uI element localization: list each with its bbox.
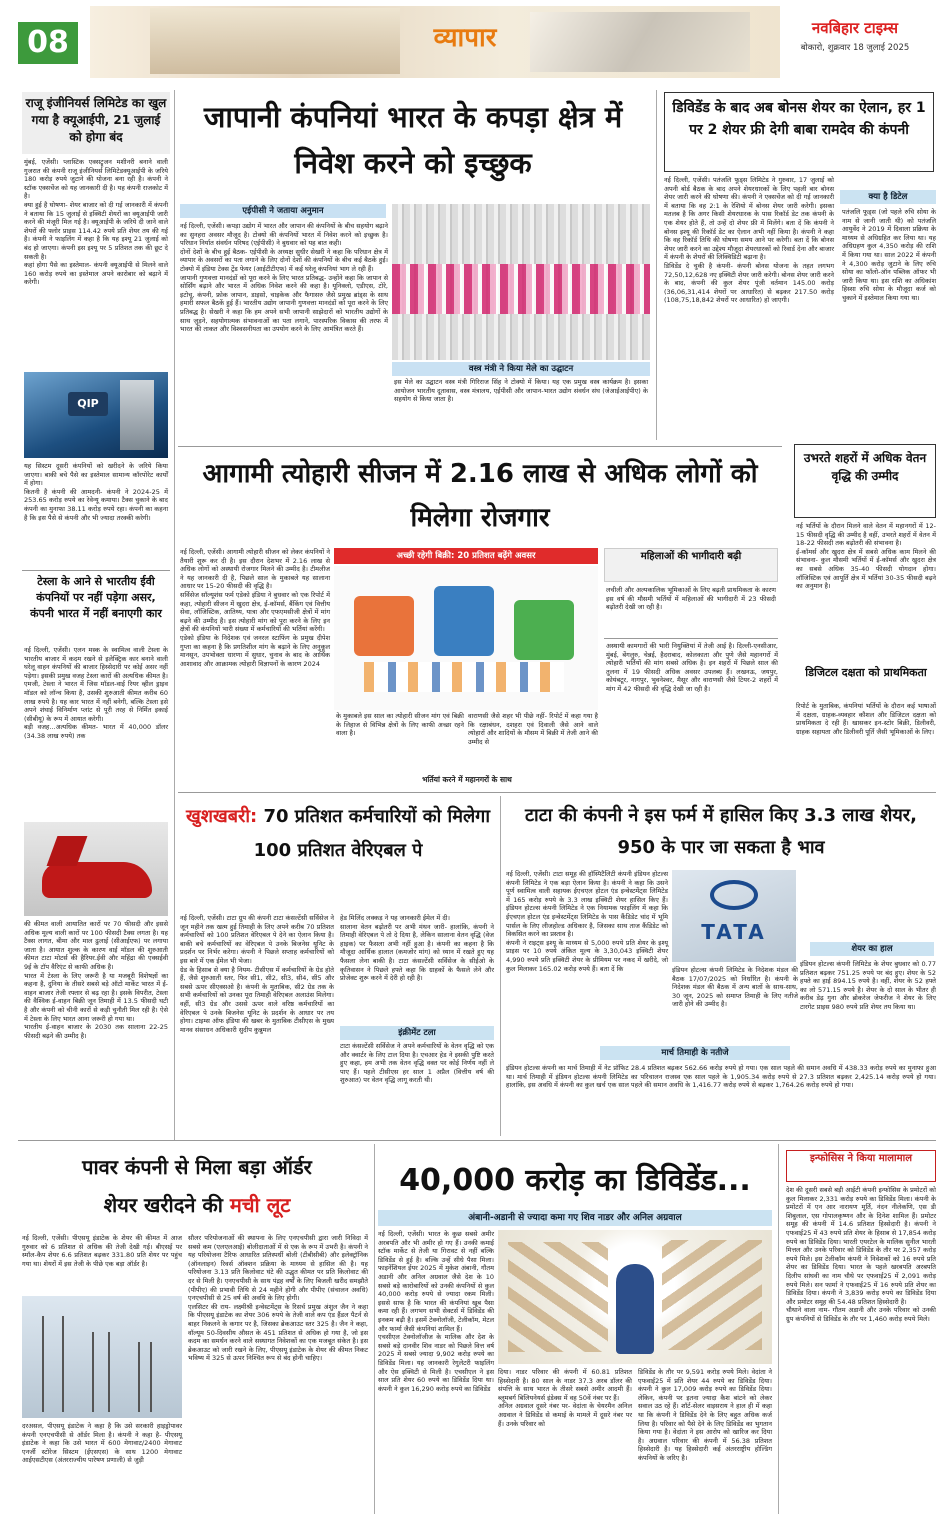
japan-body: नई दिल्ली, एजेंसी। कपड़ा उद्योग में भारत और जापान की कंपनियों के बीच सहयोग बढ़ाने का सुनहरा अवसर मौजूद है। टोक्यो की कंपनियों भारत में निवेश करने को इच्छुक है। परिधान निर्यात संवर्धन परिषद (एईपीसी) ने बुधवार को यह बात कही। दोनों देशों के बीच हुई बैठक- एईपीसी के अध्यक्ष सुधीर सेखरी ने कहा कि परिधान क्षेत्र में व्यापार के अवसरों का पता लगाने के लिए दोनों देशों की कंपनियों के बीच कई बैठकें हुई। टोक्यो में इंडिया टेक्स ट्रेंड फेयर (आईटीटीएफ) में कई घरेलू कंपनियां भाग ले रही हैं। जापानी गुणवत्ता मानदंडों को पूरा करने के लिए भारत प्रतिबद्ध- उन्होंने कहा कि जापान से सोर्सिंग बढ़ाने और भारत में अधिक निवेश करने की कहा है। यूनिक्लो, एडीएस, टोरे, इटोचू, कंपनी, फ्रोक जापान, डाइसो, चाइकेक और फैगासरु जैसे प्रमुख ब्रांड्स के साथ हमारी सफल बैठकें हुई हैं। भारतीय उद्योग जापानी गुणवत्ता मानदंडों को पूरा करने के लिए प्रतिबद्ध है। सेखरी ने कहा कि हम अपने सभी जापानी साझेदारों को भारतीय उद्योगों के साथ जुड़ने, सहयोगात्मक संभावनाओं का पता लगाने, पारस्परिक विकास की तरफ में भारत की ताकत और विश्वसनीयता का उपयोग करने के लिए आमंत्रित करते हैं। — [180, 222, 388, 334]
variable-headline-highlight: खुशखबरी: — [186, 806, 258, 827]
jobs-body-2: अस्थायी कामगारों की भारी नियुक्तियां में तेजी आई है। दिल्ली-एनसीआर, मुंबई, बेंगलुरु, चेन्नई, हैदराबाद, कोलकाता और पुणे जैसे महानगरों में त्योहारी भर्तियों की मांग सबसे अधिक है। इन शहरों में पिछले साल की तुलना में 19 फीसदी अधिक अवसर उपलब्ध हैं। लखनऊ, जयपुर, कोयंबटूर, नागपुर, भुवनेश्वर, मैसूर और वाराणसी जैसे टियर-2 शहरों में मांग में 42 फीसदी की वृद्धि देखी जा रही है। — [606, 642, 781, 693]
bonus-headline: डिविडेंड के बाद अब बोनस शेयर का ऐलान, हर 1 पर 2 शेयर फ्री देगी बाबा रामदेव की कंपनी — [664, 92, 934, 172]
notes-left — [508, 1242, 608, 1352]
money-rain-photo — [498, 1230, 772, 1364]
tower-1 — [42, 1316, 64, 1412]
variable-headline — [180, 800, 496, 910]
shop-stall-1 — [354, 596, 414, 656]
dividend-sub: अंबानी-अडानी से ज्यादा कमा गए शिव नाडर और अनिल अग्रवाल — [378, 1210, 772, 1226]
dividend-body-3: डिविडेंड के तौर पर 9,591 करोड़ रुपये मिले। वेदांता ने एफवाई25 में प्रति शेयर 44 रुपये का डिविडेंड दिया। कंपनी ने कुल 17,009 करोड़ रुपये का डिविडेंड दिया। लेकिन, कंपनी पर इतना ज्यादा कैश बांटने को लेकर सवाल उठ रहे हैं। शॉर्ट-सेलर वाइसराय ने हाल ही में कहा था कि कंपनी ने डिविडेंड देने के लिए बहुत अधिक कर्ज लिया है। परिवार को पैसे देने के लिए डिविडेंड का भुगतान किया गया है। वेदांता ने इस आरोप को खारिज कर दिया है। अग्रवाल परिवार की कंपनी में 56.38 प्रतिशत हिस्सेदारी है। यह हिस्सेदारी कई अंतरराष्ट्रीय होल्डिंग कंपनियों के जरिए है। — [638, 1368, 775, 1462]
column-rule — [374, 1144, 375, 1514]
salary-body: नई भर्तियों के दौरान मिलने वाले वेतन में महानगरों में 12-15 फीसदी वृद्धि की उम्मीद है वहीं, उभरते शहरों में वेतन में 18-22 फीसदी तक बढ़ोतरी की संभावना है। ई-कॉमर्स और खुदरा क्षेत्र में सबसे अधिक काम मिलने की संभावना- कुल मौसमी भर्तियों में ई-कॉमर्स और खुदरा क्षेत्र का सबसे अधिक 35-40 फीसदी योगदान होगा। लॉजिस्टिक एवं आपूर्ति क्षेत्र में भर्तियां 30-35 फीसदी बढ़ने का अनुमान है। — [796, 522, 936, 591]
bonus-side-tag: क्या है डिटेल — [840, 190, 936, 204]
shoppers — [364, 662, 564, 692]
power-headline-a: पावर कंपनी से मिला बड़ा ऑर्डर — [82, 1155, 312, 1179]
variable-body-2: हेड मिलिंद लक्कड़ ने यह जानकारी ईमेल में दी। सालाना वेतन बढ़ोतरी पर अभी मंथन जारी- हालांकि, कंपनी ने तिमाही वेरिएबल पे तो दे दिया है, लेकिन सालाना वेतन वृद्धि (वेज हाइक) पर फैसला अभी नहीं हुआ है। कंपनी का कहना है कि मौजूदा आर्थिक हालात (कमजोर मांग) को ध्यान में रखते हुए यह फैसला लेना बाकी है। टाटा कंसल्टेंसी सर्विसेज के सीईओ के कृतिवासन ने पिछले हफ्ते कहा कि ग्राहकों के फैसले लेने और प्रोजेक्ट शुरू करने में देरी हो रही है। — [340, 914, 494, 983]
divider — [178, 792, 936, 793]
raju-body: मुंबई, एजेंसी। प्लास्टिक एक्सट्रूजन मशीनरी बनाने वाली गुजरात की कंपनी राजू इंजीनियर्स लिमिटेडक्यूआईपी के जरिये 180 करोड़ रुपये जुटाने की योजना बना रही है। कंपनी ने स्टॉक एक्सचेंज को यह जानकारी दी है। यह कंपनी राजकोट में है। क्या हुई है घोषणा- शेयर बाजार को दी गई जानकारी में कंपनी ने बताया कि 15 जुलाई से इक्विटी शेयरों का क्यूआईपी जारी करने की मंजूरी मिल गई है। क्यूआईपी के जरिये दी जाने वाले शेयरों की फ्लोर प्राइस 114.42 रुपये प्रति शेयर तय की गई है। कंपनी ने फाइलिंग में कहा है कि यह इश्यू 21 जुलाई को बंद हो जाएगा। कंपनी इस इश्यू पर 5 प्रतिशत तक की छूट दे सकती है। कहां होगा पैसे का इस्तेमाल- कंपनी क्यूआईपी से मिलने वाले 160 करोड़ रुपये का इस्तेमाल अपने कारोबार को बढ़ाने में करेगी। — [24, 158, 168, 287]
jobs-headline: आगामी त्योहारी सीजन में 2.16 लाख से अधिक लोगों को मिलेगा रोजगार — [202, 459, 758, 533]
section-title: व्यापार — [433, 23, 497, 53]
jobs-body: नई दिल्ली, एजेंसी। आगामी त्योहारी सीजन को लेकर कंपनियों ने तैयारी शुरू कर दी है। इस दौरान देशभर में 2.16 लाख से अधिक लोगों को अस्थायी रोजगार मिलने की उम्मीद है। टीमलीज ने यह जानकारी दी है, पिछले साल के मुकाबले यह सालाना आधार पर 15-20 फीसदी की वृद्धि है। सर्विसेज सॉल्यूशंस फर्म एडेको इंडिया ने बुधवार को एक रिपोर्ट में कहा, त्योहारी सीजन में खुदरा क्षेत्र, ई-कॉमर्स, बैंकिंग एवं वित्तीय सेवा, लॉजिस्टिक, आतिथ्य, यात्रा और एफएमसीजी क्षेत्रों में मांग बढ़ने की उम्मीद है। इस त्योहारी मांग को पूरा करने के लिए इन क्षेत्रों की कंपनियों भारी संख्या में कर्मचारियों की भर्तियां करेंगी। एडेको इंडिया के निदेशक एवं जनरल स्टाफिंग के प्रमुख दीपेश गुप्ता का कहना है कि प्रगतिशील मांग के बढ़ाने के लिए अनुकूल मानसून, उपभोक्ता धारणा में सुधार, चुनाव के बाद के आर्थिक आशावाद और आक्रामक त्योहारी विज्ञापनों के कारण 2024 — [180, 548, 330, 668]
power-tower-photo — [22, 1296, 182, 1418]
quarter-tag: मार्च तिमाही के नतीजे — [600, 1046, 790, 1060]
power-headline — [22, 1148, 372, 1228]
ramp-illustration — [530, 12, 750, 72]
power-headline-b-wrap — [22, 1186, 372, 1224]
tata-logo-photo — [672, 870, 796, 962]
power-body: नई दिल्ली, एजेंसी। पीएसयू इंडाटेक के शेयर की कीमत में आज गुरुवार को 6 प्रतिशत से अधिक की तेजी देखी गई। बीएसई पर स्मॉल-कैप शेयर 6.6 प्रतिशत बढ़कर 331.80 प्रति शेयर पर पहुंच गया था। शेयरों में इस तेजी के पीछे एक बड़ा ऑर्डर है। — [22, 1234, 185, 1268]
divider — [178, 446, 782, 447]
tesla-car-photo — [24, 822, 168, 916]
tesla-body: नई दिल्ली, एजेंसी। एलन मस्क के स्वामित्व वाली टेस्ला के भारतीय बाजार में कदम रखने से इलेक्ट्रिक कार बनाने वाली घरेलू वाहन कंपनियों की बाजार हिस्सेदारी पर कोई असर नहीं पड़ेगा। इसकी प्रमुख वजह टेस्ला कारों की अत्यधिक कीमत है। एमजी, टेस्ला ने भारत में जिस मॉडल-वाई रियर व्हील ड्राइव मॉडल को लॉन्च किया है, उसकी शुरुआती कीमत करीब 60 लाख रुपये है। यह कार भारत में नहीं बनेगी, बल्कि टेस्ला इसे अपने शंघाई विनिर्माण प्लांट से पूरी तरह से निर्मित इकाई (सीबीयू) के रूप में आयात करेगी। बड़ी वजह...अत्यधिक कीमत- भारत में 40,000 डॉलर (34.38 लाख रुपये) तक — [24, 646, 168, 740]
quarter-body: इंडियन होटल्स कंपनी का मार्च तिमाही में नेट प्रॉफिट 28.4 प्रतिशत बढ़कर 562.66 करोड़ रुपये हो गया। एक साल पहले की समान अवधि में 438.33 करोड़ रुपये का मुनाफा हुआ था। मार्च तिमाही में इंडियन होटल्स कंपनी लिमिटेड का परिचालन राजस्व एक साल पहले के 1,905.34 करोड़ रुपये से 27.3 प्रतिशत बढ़कर 2,425.14 करोड़ रुपये हो गया। हालांकि, इस अवधि में कंपनी का कुल खर्च एक साल पहले की समान अवधि के 1,416.77 करोड़ रुपये से बढ़कर 1,764.26 करोड़ रुपये हो गया। — [506, 1064, 939, 1090]
divider — [22, 570, 170, 571]
japan-headline: जापानी कंपनियां भारत के कपड़ा क्षेत्र में निवेश करने को इच्छुक — [203, 100, 623, 180]
tata-body-2: इंडियन होटल्स कंपनी लिमिटेड के निदेशक मंडल की बैठक 17/07/2025 को निर्धारित है। कंपनी के निदेशक मंडल की बैठक में अन्य बातों के साथ-साथ, 30 जून, 2025 को समाप्त तिमाही के लिए नतीजे जारी होने की उम्मीद है। — [672, 966, 801, 1009]
tower-3 — [138, 1342, 152, 1412]
japan-caption-body: इस मेले का उद्घाटन वस्त्र मंत्री गिरिराज सिंह ने टोक्यो में किया। यह एक प्रमुख वस्त्र कार्यक्रम है। इसका आयोजन भारतीय दूतावास, वस्त्र मंत्रालय, एईपीसी और जापान-भारत उद्योग संवर्धन संघ (जेआईआईपीए) के सहयोग से किया जाता है। — [394, 378, 651, 404]
variable-headline-text: 70 प्रतिशत कर्मचारियों को मिलेगा 100 प्रतिशत वेरिएबल पे — [253, 806, 490, 861]
power-headline-b: शेयर खरीदने की — [103, 1193, 230, 1217]
tata-logo-mark — [710, 880, 758, 910]
dividend-body: नई दिल्ली, एजेंसी। भारत के कुछ सबसे अमीर अरबपति और भी अमीर हो गए हैं। उनकी कमाई स्टॉक मार्केट से तेजी या गिरावट से नहीं बल्कि डिविडेंड से हुई है। बल्कि उन्हें सीधे पैसा मिला। फाइनेंशियल ईयर 2025 में मुकेश अंबानी, गौतम अडानी और अनिल अग्रवाल जैसे देश के 10 सबसे बड़े कारोबारियों को उनकी कंपनियों से कुल 40,000 करोड़ रुपये से ज्यादा रकम मिली। इससे साफ है कि भारत की कंपनियां खूब पैसा कमा रही हैं। लगभग सभी सेक्टर्स में डिविडेंड की इनकम बढ़ी है। इसमें टेक्नोलॉजी, टेलीकॉम, मेटल और फार्मा जैसी कंपनियां शामिल हैं। एचसीएल टेक्नोलॉजीज के मालिक और देश के सबसे बड़े दानवीर शिव नाडर को पिछले वित्त वर्ष 2025 में सबसे ज्यादा 9,902 करोड़ रुपये का डिविडेंड मिला। यह जानकारी रेगुलेटरी फाइलिंग और ऐस इक्विटी से मिली है। एचसीएल ने इस साल प्रति शेयर 60 रुपये का डिविडेंड दिया था। कंपनी ने कुल 16,290 करोड़ रुपये का डिविडेंड — [378, 1230, 494, 1393]
shop-stall-2 — [434, 586, 494, 656]
japan-caption: वस्त्र मंत्री ने किया मेले का उद्घाटन — [392, 362, 650, 376]
power-body-2: दरअसल, पीएसयू इंडाटेक ने कहा है कि उसे सरकारी हाइड्रोपावर कंपनी एनएचपीसी से ऑर्डर मिला है। कंपनी ने कहा है- पीएसयू इंडाटेक ने कहा कि उसे भारत में 600 मेगावाट/2400 मेगावाट एनर्जी स्टोरेज सिस्टम (ईएसएस) के साथ 1200 मेगावाट आईएसटीएस (अंतरराज्यीय पारेषण प्रणाली) से जुड़ी — [22, 1422, 185, 1465]
qip-tile: QIP — [68, 392, 108, 416]
spindle-row — [392, 264, 650, 314]
jobs-subtag: भर्तियां करने में महानगरों के साथ — [422, 775, 512, 784]
tesla-body-2: की कीमत वाली आयातित कारों पर 70 फीसदी और इससे अधिक मूल्य वाली कारों पर 100 फीसदी टैक्स लगता है। यह टैक्स लागत, बीमा और माल ढुलाई (सीआईएफ) पर लगाया जाता है। आयात शुल्क के कारण वाई मॉडल की शुरुआती कीमत टाटा मोटर्स की हैरियर.ईवी और महिंद्रा की एक्सईवी 9ई के टॉप वैरिएंट से काफी अधिक है। भारत में टेस्ला के लिए जरूरी है या मजबूरी विशेषज्ञों का कहना है, दुनिया के तीसरे सबसे बड़े ऑटो मार्केट भारत में ई-वाहन बाजार तेजी रफ्तार से बढ़ रहा है। इसके विपरीत, टेस्ला की वैश्विक ई-वाहन बिक्री जून तिमाही में 13.5 फीसदी घटी है और कंपनी को चीनी कारों से कड़ी चुनौती मिल रही है। ऐसे में टेस्ला के लिए भारत आना जरूरी हो गया था। भारतीय ई-वाहन बाजार के 2030 तक सालाना 22-25 फीसदी बढ़ने की उम्मीद है। — [24, 920, 168, 1040]
column-rule — [656, 90, 657, 440]
dateline: बोकारो, शुक्रवार 18 जुलाई 2025 — [800, 43, 910, 53]
divider — [18, 1140, 936, 1141]
jobs-image-caption-1: के मुकाबले इस साल का त्योहारी सीजन मांग एवं बिक्री के लिहाज से विभिन्न क्षेत्रों के लिए काफी अच्छा रहने वाला है। — [336, 712, 467, 738]
japan-tag: एईपीसी ने जताया अनुमान — [180, 204, 386, 218]
salary-headline-2: डिजिटल दक्षता को प्राथमिकता — [805, 666, 927, 679]
women-body: लचीली और अल्पकालिक भूमिकाओं के लिए बढ़ती प्राथमिकता के कारण इस वर्ष की मौसमी भर्तियों में महिलाओं की भागीदारी में 23 फीसदी बढ़ोतरी देखी जा रही है। — [606, 586, 779, 612]
man-figure — [616, 1264, 654, 1354]
tata-body-2b — [800, 870, 936, 940]
raju-headline: राजू इंजीनियर्स लिमिटेड का खुल गया है क्यूआईपी, 21 जुलाई को होगा बंद — [22, 92, 170, 154]
increment-tag: इंक्रीमेंट टला — [340, 1026, 494, 1040]
variable-body: नई दिल्ली, एजेंसी। टाटा ग्रुप की कंपनी टाटा कंसल्टेंसी सर्विसेज ने जून महीने तक खत्म हुई तिमाही के लिए अपने करीब 70 प्रतिशत कर्मचारियों को 100 प्रतिशत वेरिएबल पे देने का ऐलान किया है। बाकी बचे कर्मचारियों का वेरिएबल पे उनके बिजनेस यूनिट के प्रदर्शन पर निर्भर करेगा। कंपनी ने पिछले सप्ताह कर्मचारियों को इस बारे में एक ईमेल भी भेजा। ग्रेड के हिसाब से क्या है नियम- टीसीएस में कर्मचारियों के ग्रेड होते हैं, जैसे शुरुआती स्तर, फिर सी1, सी2, सी3, सी4, सी5 और सबसे ऊपर सीएक्सओ है। कंपनी के मुताबिक, सी2 ग्रेड तक के सभी कर्मचारियों को उनका पूरा तिमाही वेरिएबल अलाउंस मिलेगा। वहीं, सी3 ग्रेड और उससे ऊपर वाले वरिष्ठ कर्मचारियों का वेरिएबल पे उनके बिजनेस यूनिट के प्रदर्शन के आधार पर तय होगा। टाइम्स ऑफ इंडिया की खबर के मुताबिक टीसीएस के मुख्य मानव संसाधन अधिकारी सुदीप कुन्नुमल — [180, 914, 334, 1034]
divider — [604, 638, 778, 639]
bonus-side-body: पतंजलि फूड्स (जो पहले रुचि सोया के नाम से जानी जाती थी) को पतंजलि आयुर्वेद ने 2019 में दिवाला प्रक्रिया के माध्यम से अधिग्रहित कर लिया था। यह अधिग्रहण कुल 4,350 करोड़ की राशि में किया गया था। साल 2022 में कंपनी ने 4,300 करोड़ जुटाने के लिए रुचि सोया का फॉलो-ऑन पब्लिक ऑफर भी जारी किया था। इस राशि का अधिकांश हिस्सा रुचि सोया के मौजूदा कर्ज को चुकाने में इस्तेमाल किया गया था। — [842, 208, 939, 302]
temple-illustration — [150, 8, 400, 74]
share-body: इंडियन होटल्स कंपनी लिमिटेड के शेयर बुधवार को 0.77 प्रतिशत बढ़कर 751.25 रुपये पर बंद हुए। शेयर के 52 हफ्ते का हाई 894.15 रुपये है। वहीं, शेयर के 52 हफ्ते का लो 571.15 रुपये है। शेयर के दो साल के भीतर ही करीब डेढ़ गुना और ब्रोकरेज जेफरीज ने शेयर के लिए टारगेट प्राइस 980 रुपये प्रति शेयर तय किया था। — [800, 960, 939, 1011]
bse-building — [120, 380, 154, 450]
tesla-headline: टेस्ला के आने से भारतीय ईवी कंपनियों पर नहीं पड़ेगा असर, कंपनी भारत में नहीं बनाएगी कार — [30, 575, 162, 620]
column-rule — [500, 796, 501, 1136]
column-rule — [174, 90, 175, 1140]
masthead — [0, 0, 945, 88]
women-tag: महिलाओं की भागीदारी बढ़ी — [604, 548, 778, 582]
dividend-body-2: दिया। नाडर परिवार की कंपनी में 60.81 प्रतिशत हिस्सेदारी है। 80 साल के नाडर 37.3 अरब डॉलर की संपत्ति के साथ भारत के तीसरे सबसे अमीर आदमी हैं। ब्लूमबर्ग बिलियनेयर्स इंडेक्स में वह 50वें नंबर पर हैं। अनिल अग्रवाल दूसरे नंबर पर- वेदांता के चेयरमैन अनिल अग्रवाल ने डिविडेंड से कमाई के मामले में दूसरे नंबर पर हैं। उनके परिवार को — [498, 1368, 632, 1428]
shop-stall-3 — [514, 600, 574, 660]
textile-spindles-photo — [392, 204, 650, 360]
increment-body: टाटा कंसल्टेंसी सर्विसेज ने अपने कर्मचारियों के वेतन वृद्धि को एक और क्वार्टर के लिए टाल दिया है। एचआर हेड ने इसकी पुष्टि करते हुए कहा, हम अभी तक वेतन वृद्धि वक्त पर कोई निर्णय नहीं ले पाए हैं। पहले टीसीएस हर साल 1 अप्रैल (वित्तीय वर्ष की शुरुआत) पर वेतन वृद्धि लागू करती थी। — [340, 1042, 497, 1085]
infosys-body: देश की दूसरी सबसे बड़ी आईटी कंपनी इन्फोसिस के प्रमोटरों को कुल मिलाकर 2,331 करोड़ रुपये का डिविडेंड मिला। कंपनी के प्रमोटरों में एन आर नारायण मूर्ति, नंदन नीलेकणि, एस डी शिबुलाल, एस गोपालकृष्णन और के दिनेश शामिल हैं। प्रमोटर समूह की कंपनी में 14.6 प्रतिशत हिस्सेदारी है। कंपनी ने एफवाई25 में 43 रुपये प्रति शेयर के हिसाब से 17,854 करोड़ रुपये का डिविडेंड दिया। भारती एयरटेल के मालिक सुनील भारती मित्तल और उनके परिवार को डिविडेंड के तौर पर 2,357 करोड़ रुपये मिले। इस टेलीकॉम कंपनी ने निवेशकों को 16 रुपये प्रति शेयर का डिविडेंड दिया। भारत के पहले खरबपति अरबपति दिलीप सांघवी का नाम चौथे पर एफवाई25 में 2,091 करोड़ रुपये मिले। सन फार्मा ने एफवाई25 में 16 रुपये प्रति शेयर का डिविडेंड दिया। कंपनी ने 3,839 करोड़ रुपये का डिविडेंड दिया और प्रमोटर समूह की 54.48 प्रतिशत हिस्सेदारी है। चौथाने वाला नाम- गौतम अडानी और उनके परिवार को उनकी ग्रुप कंपनियों से डिविडेंड के तौर पर 1,460 करोड़ रुपये मिले। — [786, 1186, 936, 1323]
paper-name: नवबिहार टाइम्स — [811, 19, 899, 37]
salary-headline: उभरते शहरों में अधिक वेतन वृद्धि की उम्मीद — [794, 444, 936, 518]
jobs-banner: अच्छी रहेगी बिक्री: 20 प्रतिशत बढ़ेंगे अवसर — [334, 548, 598, 564]
tata-body: नई दिल्ली, एजेंसी। टाटा समूह की हॉस्पिटैलिटी कंपनी इंडियन होटल्स कंपनी लिमिटेड ने एक बड़ा ऐलान किया है। कंपनी ने कहा कि उसने पूर्ण स्वामित्व वाली सहायक ईएचएल होटल एंड इन्वेस्टमेंट्स लिमिटेड में 165 करोड़ रुपये के 3.3 लाख इक्विटी शेयर हासिल किए हैं। इंडियन होटल्स कंपनी लिमिटेड ने एक नियामक फाइलिंग में कहा कि ईएचएल होटल एंड इन्वेस्टमेंट्स लिमिटेड के पास कैंडिडेट चांद में भूमि पार्सल के लिए लीजहोल्ड अधिकार है, जिसका साथ ताज कैंडिडेट को विकसित करने का प्रस्ताव है। कंपनी ने राइट्स इश्यू के माध्यम से 5,000 रुपये प्रति शेयर के इश्यू प्राइस पर 10 रुपये अंकित मूल्य के 3,30,043 इक्विटी शेयर 4,990 रुपये प्रति इक्विटी शेयर के प्रीमियम पर नकद में खरीदे, जो कुल मिलाकर 165.02 करोड़ रुपये हैं। बता दें कि — [506, 870, 668, 973]
bonus-body: नई दिल्ली, एजेंसी। पतंजलि फूड्स लिमिटेड ने गुरुवार, 17 जुलाई को अपनी बोर्ड बैठक के बाद अपने शेयरधारकों के लिए पहली बार बोनस शेयर जारी करने की घोषणा की। कंपनी ने एक्सचेंज को दी गई जानकारी में बताया कि वह 2:1 के रेशियो में बोनस शेयर जारी करेगी। इसका मतलब है कि अगर किसी शेयरधारक के पास रिकॉर्ड डेट तक कंपनी के एक शेयर होते हैं, तो उन्हें दो शेयर फ्री में मिलेंगे। बता दें कि कंपनी ने बोनस इश्यू की रिकॉर्ड डेट का ऐलान अभी नहीं किया है। कंपनी ने कहा कि वह रिकॉर्ड तिथि की घोषणा समय आने पर करेगी। बता दें कि बोनस शेयर जारी करने का उद्देश्य मौजूदा शेयरधारकों को रिवार्ड देना और बाजार में कंपनी के शेयरों की लिक्विडिटी बढ़ाना है। डिविडेंड दे चुकी है कंपनी- कंपनी बोनस योजना के तहत लगभग 72,50,12,628 नए इक्विटी शेयर जारी करेगी। बोनस शेयर जारी करने के बाद, कंपनी की कुल शेयर पूंजी वर्तमान 145.00 करोड़ (36,06,31,414 शेयरों पर आधारित) से बढ़कर 217.50 करोड़ (108,75,18,842 शेयरों पर आधारित) हो जाएगी। — [664, 176, 834, 305]
jobs-image-caption-2: वाराणसी जैसे शहर भी पीछे नहीं- रिपोर्ट में कहा गया है कि रक्षाबंधन, दशहरा एवं दिवाली जैसे आने वाले त्योहारों और शादियों के मौसम में बिक्री में तेजी आने की उम्मीद से — [468, 712, 601, 746]
dividend-headline: 40,000 करोड़ का डिविडेंड... — [399, 1163, 751, 1198]
qip-photo — [24, 372, 168, 458]
notes-right — [662, 1240, 762, 1350]
raju-body-2: यह सिस्टम दूसरी कंपनियों को खरीदने के जरिये किया जाएगा। बाकी बचे पैसे का इस्तेमाल सामान्य कॉरपोरेट कार्यों में होगा। कितनी है कंपनी की आमदनी- कंपनी ने 2024-25 में 253.65 करोड़ रुपये का रेवेन्यू कमाया। टैक्स चुकाने के बाद कंपनी का मुनाफा 38.11 करोड़ रुपये रहा। कंपनी का कहना है कि इस पैसे से कंपनी और भी ज्यादा तरक्की करेगी। — [24, 462, 168, 522]
tower-2 — [92, 1332, 110, 1412]
salary-body-2: रिपोर्ट के मुताबिक, कंपनियां भर्तियों के दौरान कई भाषाओं में दक्षता, ग्राहक-व्यवहार कौशल और डिजिटल दक्षता को प्राथमिकता दे रही हैं। खासकर इन-स्टोर बिक्री, डिलीवरी, ग्राहक सहायता और डिलीवरी पूर्ति जैसी भूमिकाओं के लिए। — [796, 702, 939, 736]
share-tag: शेयर का हाल — [810, 942, 934, 956]
column-rule — [778, 1144, 779, 1514]
power-headline-c: मची लूट — [229, 1193, 291, 1217]
tata-logo-text: TATA — [701, 920, 767, 944]
infosys-tag: इन्फोसिस ने किया मालामाल — [786, 1150, 936, 1182]
shopping-illustration — [334, 566, 598, 710]
power-body-3: सौलर परियोजनाओं की स्थापना के लिए एनएचपीसी द्वारा जारी निविदा में सबसे कम (एलएलआई) बोलीदाताओं में से एक के रूप में उभरी है। कंपनी ने यह परियोजना टैरिफ आधारित प्रतिस्पर्धी बोली (टीबीसीबी) और इलेक्ट्रॉनिक (ऑनलाइन) रिवर्स ऑक्शन प्रक्रिया के माध्यम से हासिल की है। यह परियोजना 3.13 प्रति किलोवाट घंटे की उद्धृत कीमत पर प्रति किलोवाट की दर से मिली है। एनएचपीसी के साथ पंद्रह वर्षों के लिए बिजली खरीद समझौते (पीपीए) की प्रभावी तिथि से 24 महीने होगी और पीपीए (संचालन अवधि) एनएचपीसी से 25 वर्ष की अवधि के लिए होगी। एलसिटर की राय- लक्ष्मीश्री इन्वेस्टमेंट्स के रिसर्च प्रमुख अंशुल जैन ने कहा कि पीएसयू इंडाटेक का शेयर 306 रुपये के तेजी वाले कप एंड हैंडल पैटर्न से बाहर निकलने के कगार पर है, जिसका ब्रेकआउट स्तर 325 है। जैन ने कहा, वॉल्यूम 50-दिवसीय औसत के 451 प्रतिशत से अधिक हो गया है, जो इस कदम का समर्थन करने वाले सस्थागत निवेशकों का एक मजबूत संकेत है। इस ब्रेकआउट को जारी रखने के लिए, पीएसयू इंडाटेक के शेयर की कीमत निकट भविष्य में 325 से ऊपर निश्चित रूप से बंद होनी चाहिए। — [188, 1234, 368, 1363]
page-number: 08 — [18, 22, 78, 64]
tata-headline: टाटा की कंपनी ने इस फर्म में हासिल किए 3.3 लाख शेयर, 950 के पार जा सकता है भाव — [524, 805, 918, 858]
car-body — [42, 862, 152, 898]
